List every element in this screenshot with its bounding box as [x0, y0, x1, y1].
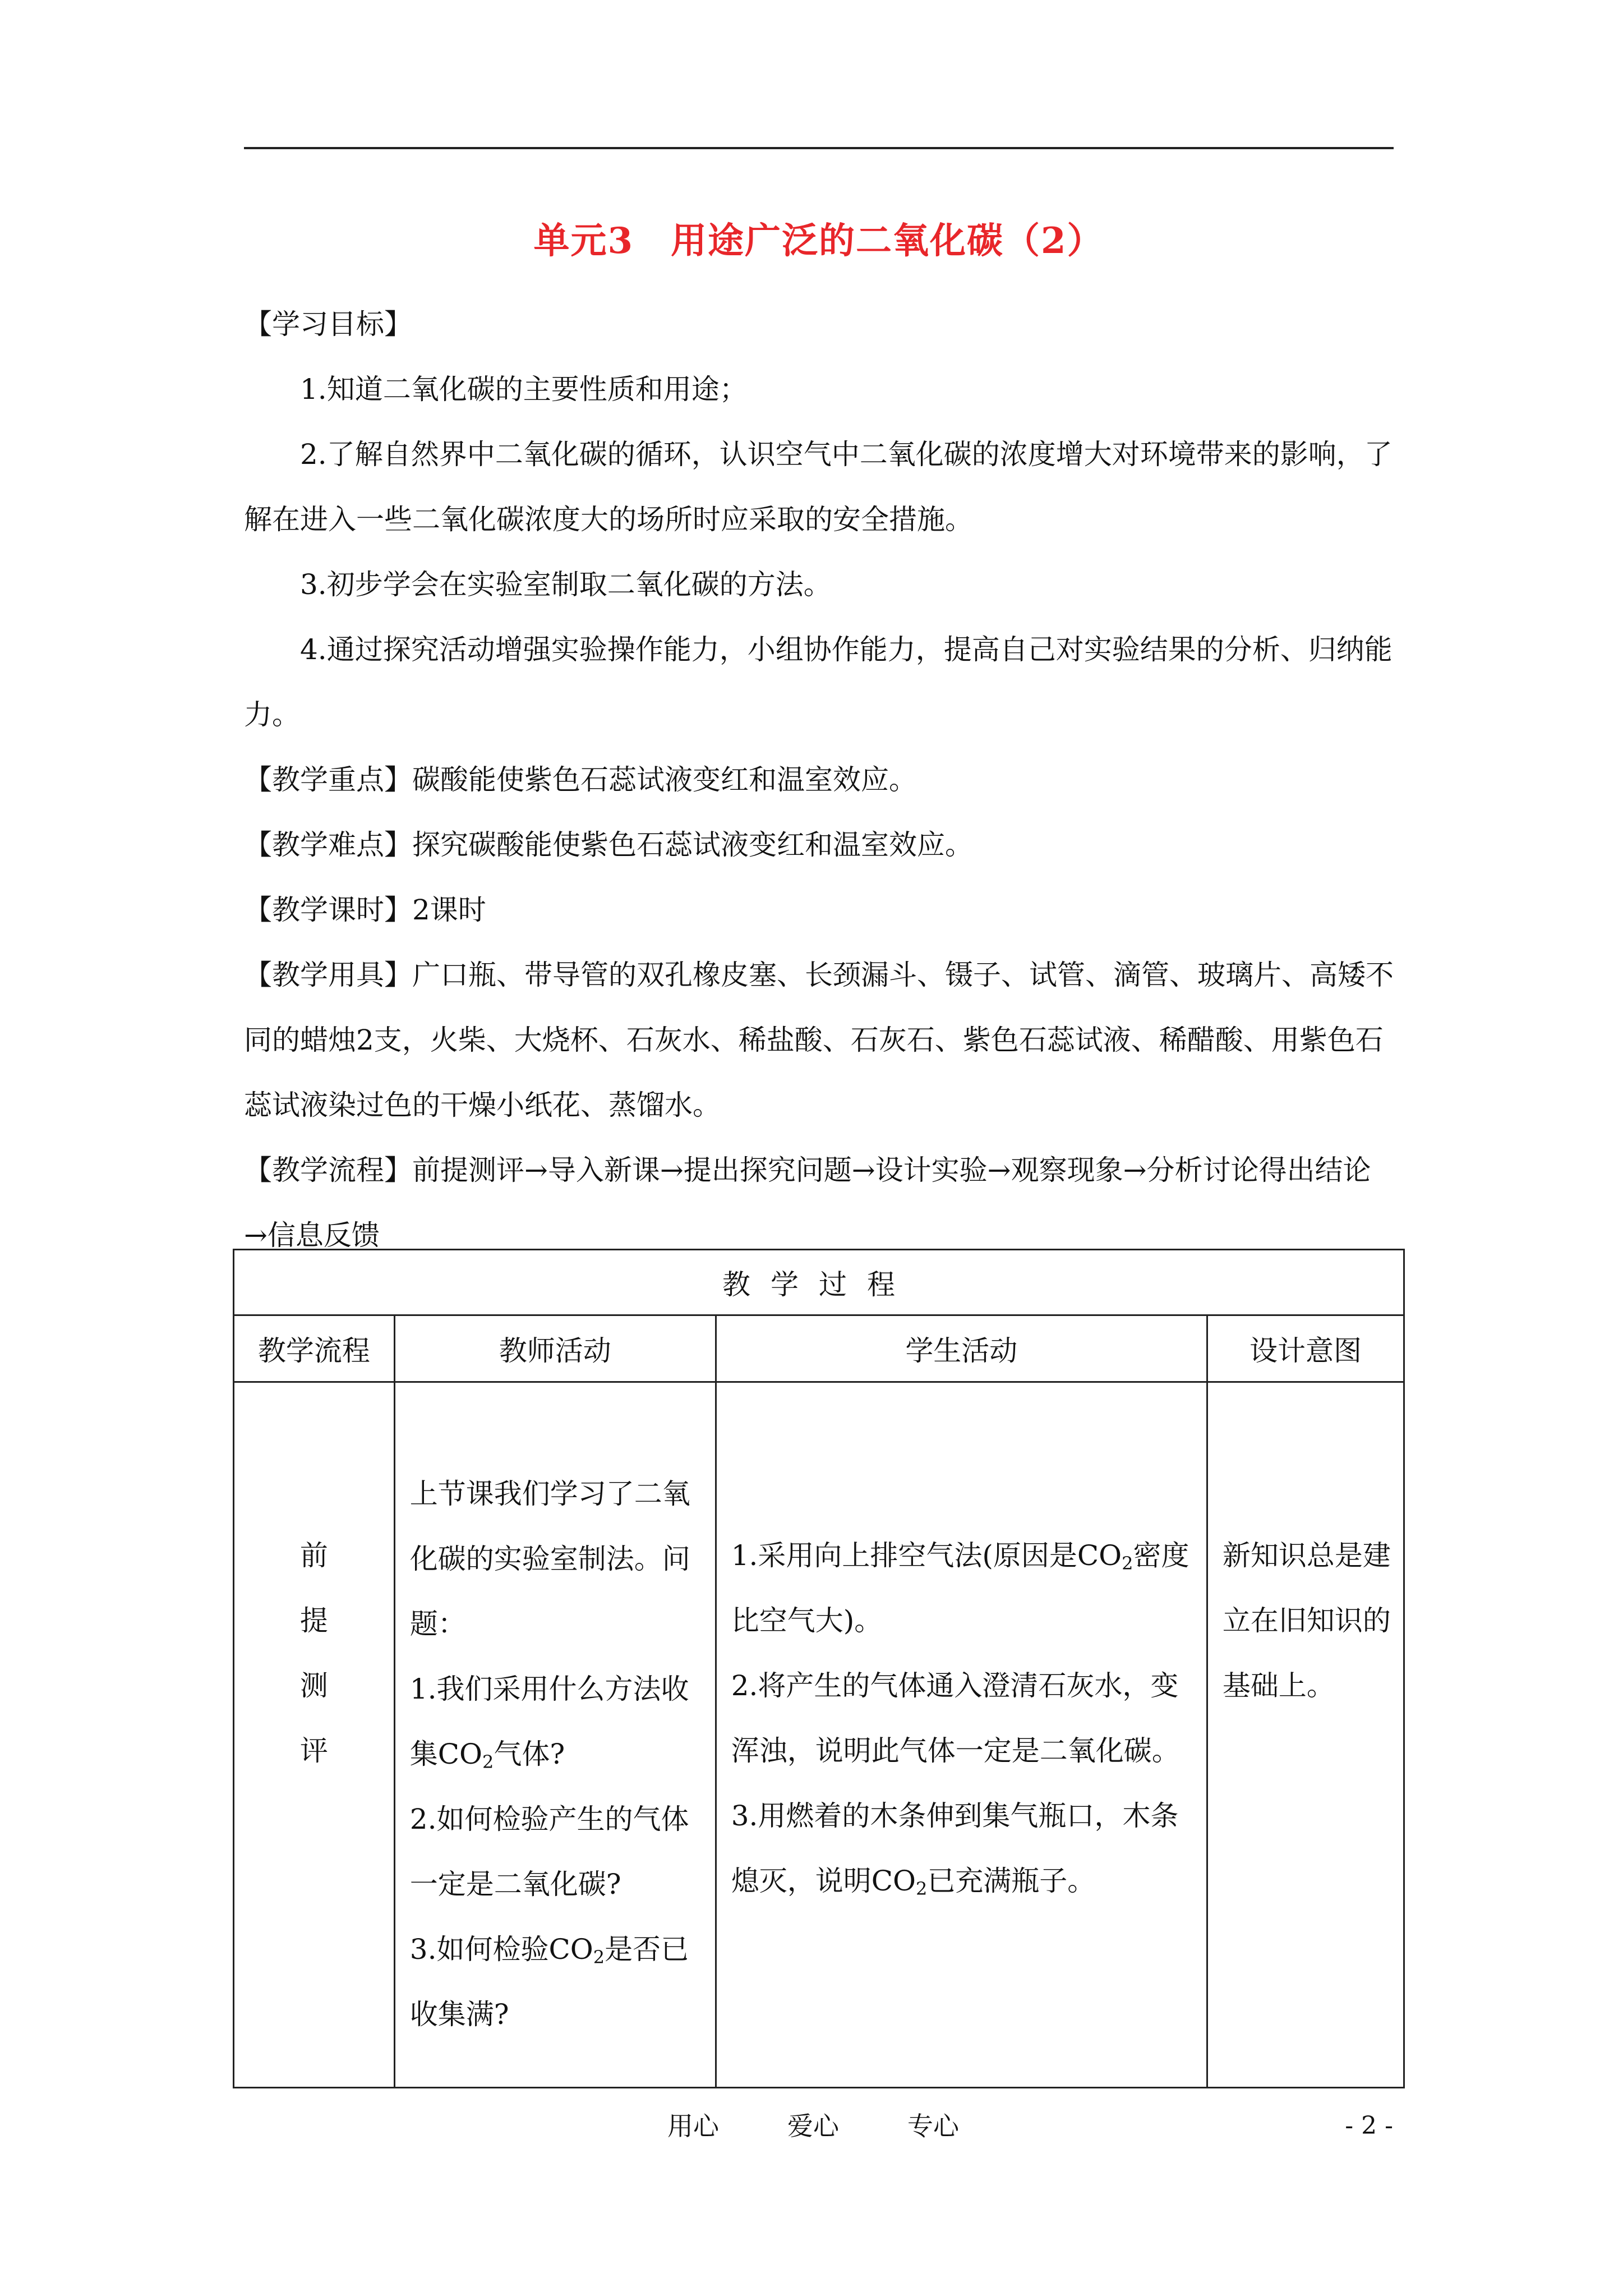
subscript: 2 — [915, 1878, 928, 1899]
teacher-question-1 — [410, 1657, 705, 1787]
footer-item: 爱心 — [787, 2111, 839, 2141]
key-point — [244, 747, 1394, 812]
key-point-label: 【教学重点】 — [244, 763, 412, 796]
teacher-question-3-end: 是否已收集满? — [409, 1933, 689, 2031]
footer-motto — [667, 2109, 959, 2143]
hours-text: 2课时 — [412, 894, 486, 926]
student-answer-1-text: 1.采用向上排空气法(原因是CO — [731, 1539, 1122, 1572]
design-intent-text: 新知识总是建立在旧知识的基础上。 — [1222, 1539, 1391, 1702]
tools-text: 广口瓶、带导管的双孔橡皮塞、长颈漏斗、镊子、试管、滴管、玻璃片、高矮不同的蜡烛2支，火柴、大烧杯、石灰水、稀盐酸、石灰石、紫色石蕊试液、稀醋酸、用紫色石蕊试液染过色的干燥小纸花、蒸馏水。 — [244, 959, 1394, 1121]
table-row — [234, 1382, 1404, 2088]
teacher-question-3 — [410, 1917, 705, 2047]
student-answer-1 — [731, 1523, 1196, 1653]
subscript: 2 — [593, 1947, 605, 1968]
stage-cell — [234, 1382, 395, 2088]
student-answer-3-text: 3.用燃着的木条伸到集气瓶口，木条熄灭，说明CO — [731, 1800, 1179, 1897]
header-intent: 设计意图 — [1207, 1315, 1404, 1382]
header-flow: 教学流程 — [234, 1315, 395, 1382]
key-point-text: 碳酸能使紫色石蕊试液变红和温室效应。 — [412, 763, 917, 796]
teacher-question-1-text: 1.我们采用什么方法收集CO — [409, 1673, 689, 1770]
footer-item: 专心 — [907, 2111, 959, 2141]
design-intent-cell — [1207, 1382, 1404, 2088]
footer-item: 用心 — [667, 2111, 719, 2141]
stage-char: 提 — [299, 1604, 328, 1637]
objective-item: 4.通过探究活动增强实验操作能力，小组协作能力，提高自己对实验结果的分析、归纳能力。 — [244, 633, 1393, 731]
lesson-content — [244, 292, 1394, 1268]
student-activity-cell — [716, 1382, 1207, 2088]
teacher-activity-cell — [394, 1382, 716, 2088]
teacher-question-1-end: 气体? — [494, 1738, 565, 1770]
teaching-tools — [244, 942, 1394, 1138]
header-student: 学生活动 — [716, 1315, 1207, 1382]
page-number: - 2 - — [1345, 2111, 1393, 2140]
student-answer-3-end: 已充满瓶子。 — [927, 1865, 1096, 1897]
teaching-process-table — [233, 1249, 1405, 2088]
subscript: 2 — [1122, 1553, 1133, 1574]
student-answer-2: 2.将产生的气体通入澄清石灰水，变浑浊，说明此气体一定是二氧化碳。 — [731, 1669, 1180, 1767]
student-answer-3 — [731, 1783, 1196, 1913]
teacher-question-2: 2.如何检验产生的气体一定是二氧化碳? — [409, 1803, 689, 1901]
objective-item: 2.了解自然界中二氧化碳的循环，认识空气中二氧化碳的浓度增大对环境带来的影响，了解在进入一些二氧化碳浓度大的场所时应采取的安全措施。 — [244, 438, 1393, 536]
class-hours — [244, 877, 1394, 942]
objective-item: 3.初步学会在实验室制取二氧化碳的方法。 — [300, 568, 832, 601]
stage-char: 测 — [299, 1669, 328, 1702]
teacher-question-3-text: 3.如何检验CO — [409, 1933, 593, 1966]
page-title: 单元3 用途广泛的二氧化碳（2） — [533, 220, 1104, 262]
header-rule — [244, 147, 1394, 149]
teacher-intro: 上节课我们学习了二氧化碳的实验室制法。问题： — [409, 1478, 690, 1640]
tools-label: 【教学用具】 — [244, 959, 412, 991]
flow-text: 前提测评→导入新课→提出探究问题→设计实验→观察现象→分析讨论得出结论→信息反馈 — [244, 1154, 1371, 1251]
difficulty-text: 探究碳酸能使紫色石蕊试液变红和温室效应。 — [412, 829, 973, 861]
hours-label: 【教学课时】 — [244, 894, 412, 926]
flow-label: 【教学流程】 — [244, 1154, 412, 1186]
difficulty — [244, 812, 1394, 877]
table-caption: 教学过程 — [234, 1250, 1404, 1315]
stage-char: 评 — [299, 1734, 328, 1767]
objective-item: 1.知道二氧化碳的主要性质和用途； — [300, 373, 748, 406]
stage-char: 前 — [299, 1539, 328, 1572]
difficulty-label: 【教学难点】 — [244, 829, 412, 861]
header-teacher: 教师活动 — [394, 1315, 716, 1382]
objectives-heading: 【学习目标】 — [244, 308, 412, 341]
subscript: 2 — [482, 1751, 494, 1773]
student-answer-1-end: 密度比空气大)。 — [731, 1539, 1189, 1637]
